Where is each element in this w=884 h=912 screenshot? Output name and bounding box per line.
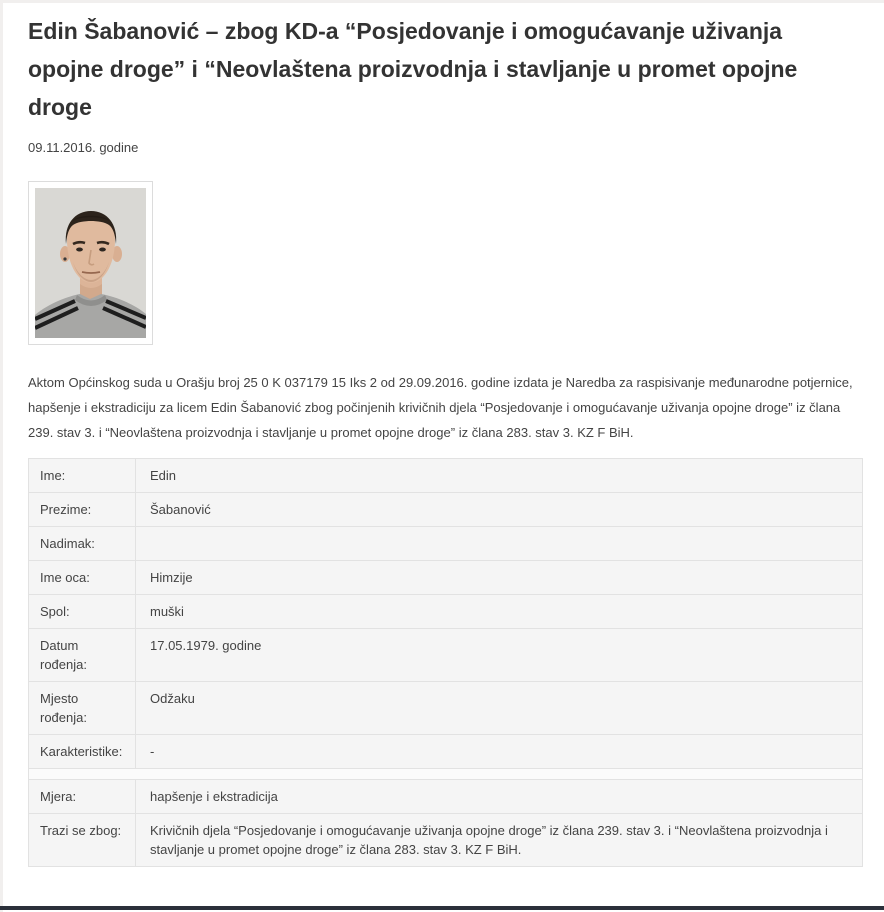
row-value: muški <box>136 595 863 629</box>
table-row <box>29 814 863 867</box>
row-label: Ime: <box>29 459 136 493</box>
row-label: Datum rođenja: <box>29 629 136 682</box>
row-label: Prezime: <box>29 493 136 527</box>
row-value: Šabanović <box>136 493 863 527</box>
row-value: Odžaku <box>136 682 863 735</box>
person-details-table <box>28 458 863 867</box>
row-label: Spol: <box>29 595 136 629</box>
row-value: - <box>136 735 863 769</box>
row-label: Nadimak: <box>29 527 136 561</box>
row-label: Ime oca: <box>29 561 136 595</box>
row-value <box>136 527 863 561</box>
table-row <box>29 682 863 735</box>
table-row <box>29 527 863 561</box>
intro-paragraph: Aktom Općinskog suda u Orašju broj 25 0 K 037179 15 Iks 2 od 29.09.2016. godine izdata je Naredba za raspisivanje međunarodne potjernice, hapšenje i ekstradiciju za licem Edin Šabanović zbog počinjenih krivičnih djela “Posjedovanje i omogućavanje uživanja opojne droge” iz člana 239. stav 3. i “Neovlaštena proizvodnja i stavljanje u promet opojne droge” iz člana 283. stav 3. KZ F BiH. <box>28 375 853 440</box>
row-label: Mjesto rođenja: <box>29 682 136 735</box>
row-value: Edin <box>136 459 863 493</box>
publish-date: 09.11.2016. godine <box>28 140 139 155</box>
page-edge-left <box>0 0 3 912</box>
row-label: Karakteristike: <box>29 735 136 769</box>
person-photo <box>35 188 146 338</box>
row-value: hapšenje i ekstradicija <box>136 780 863 814</box>
table-row <box>29 780 863 814</box>
footer-divider-bar <box>0 906 884 910</box>
table-row <box>29 561 863 595</box>
table-row <box>29 493 863 527</box>
page-edge-top <box>0 0 884 3</box>
table-spacer-row <box>29 769 863 780</box>
spacer-cell <box>29 769 863 780</box>
table-row <box>29 629 863 682</box>
row-label: Mjera: <box>29 780 136 814</box>
row-value: Krivičnih djela “Posjedovanje i omogućavanje uživanja opojne droge” iz člana 239. stav 3. i “Neovlaštena proizvodnja i stavljanje u promet opojne droge” iz člana 283. stav 3. KZ F BiH. <box>136 814 863 867</box>
row-value: Himzije <box>136 561 863 595</box>
row-label: Trazi se zbog: <box>29 814 136 867</box>
row-value: 17.05.1979. godine <box>136 629 863 682</box>
photo-frame <box>28 181 153 345</box>
page-title: Edin Šabanović – zbog KD-a “Posjedovanje i omogućavanje uživanja opojne droge” i “Neovlaštena proizvodnja i stavljanje u promet opojne droge <box>28 18 798 120</box>
table-row <box>29 735 863 769</box>
table-row <box>29 595 863 629</box>
table-row <box>29 459 863 493</box>
